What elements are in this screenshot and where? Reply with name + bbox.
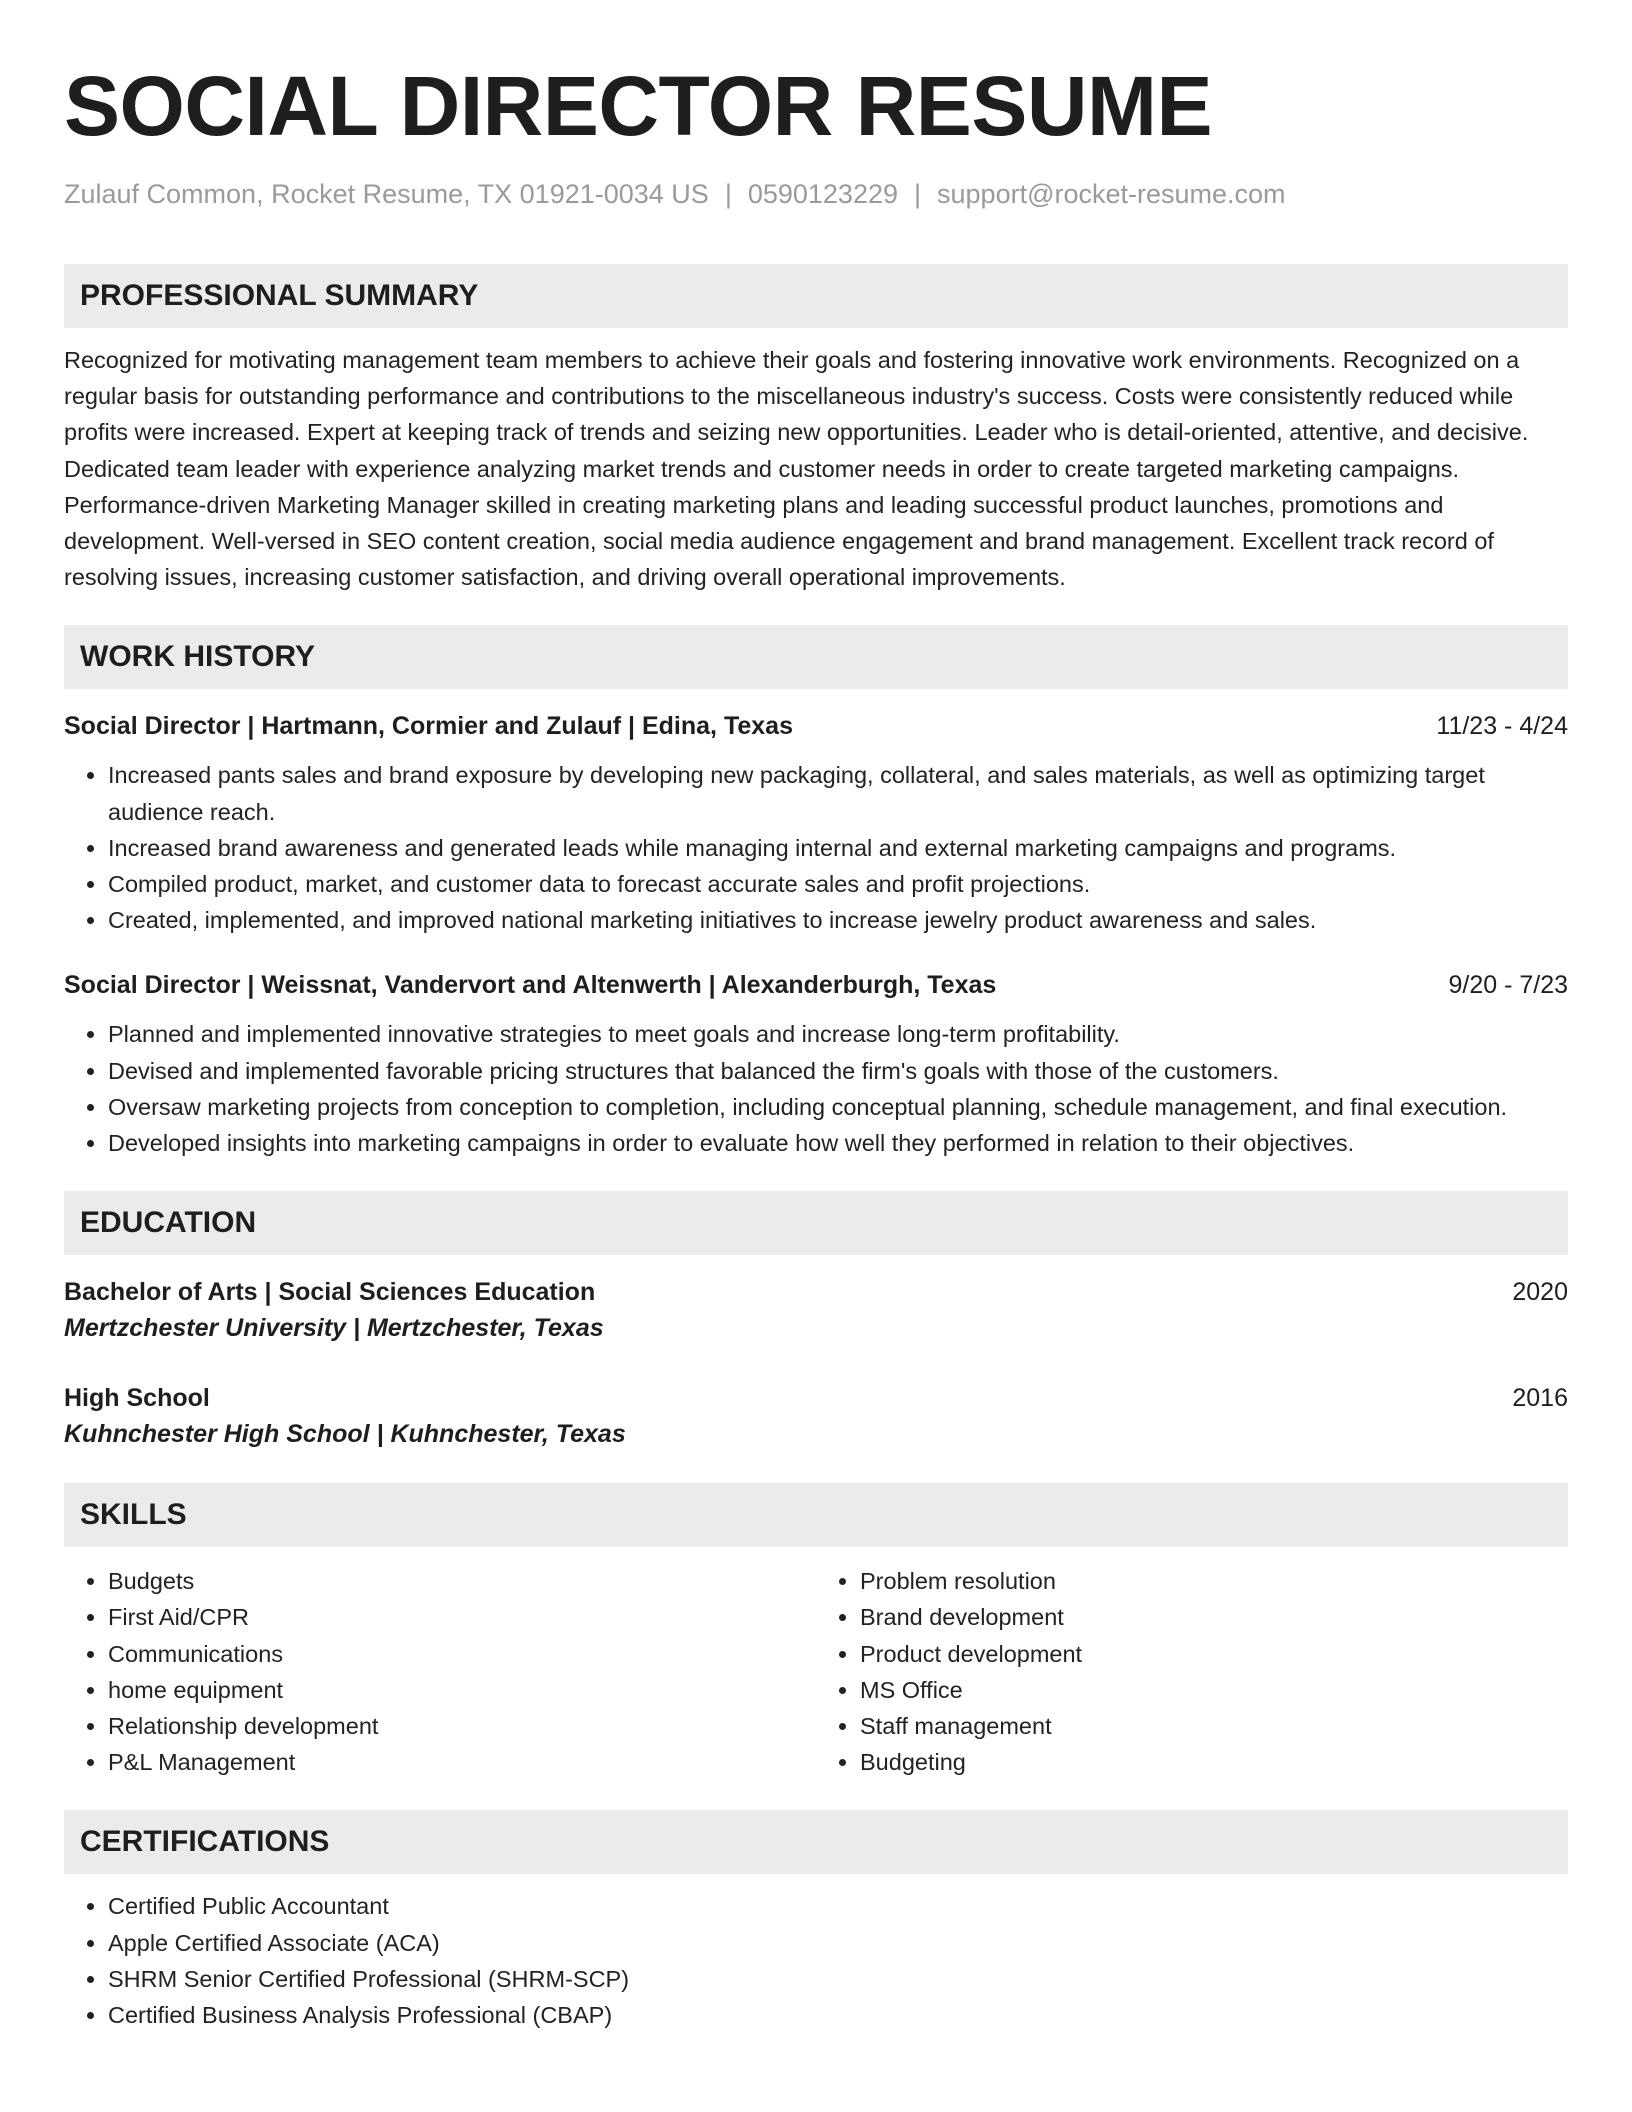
job-bullet: • Created, implemented, and improved national marketing initiatives to increase jewelry product awareness and sales.: [108, 902, 1568, 938]
section-header-work-history: WORK HISTORY: [64, 625, 1568, 689]
skills-column-right: [816, 1563, 1568, 1780]
education-degree: High School: [64, 1384, 210, 1413]
certification-item: • Certified Business Analysis Professional (CBAP): [108, 1997, 1568, 2033]
education-entry: [64, 1381, 1568, 1453]
skill-item: • First Aid/CPR: [108, 1599, 816, 1635]
skill-item: • Product development: [860, 1636, 1568, 1672]
job-dates: 11/23 - 4/24: [1436, 712, 1568, 741]
skill-item: • Communications: [108, 1636, 816, 1672]
skill-item: • Budgets: [108, 1563, 816, 1599]
skill-item: • P&L Management: [108, 1744, 816, 1780]
job-bullet: • Increased brand awareness and generated leads while managing internal and external marketing campaigns and programs.: [108, 830, 1568, 866]
job-bullet: • Devised and implemented favorable pricing structures that balanced the firm's goals with those of the customers.: [108, 1053, 1568, 1089]
education-entry: [64, 1275, 1568, 1347]
skill-item: • Brand development: [860, 1599, 1568, 1635]
contact-separator: |: [914, 179, 922, 209]
skill-item: • Staff management: [860, 1708, 1568, 1744]
contact-email: support@rocket-resume.com: [937, 179, 1286, 209]
contact-address: Zulauf Common, Rocket Resume, TX 01921-0034 US: [64, 179, 709, 209]
job-bullet: • Oversaw marketing projects from conception to completion, including conceptual planning, schedule management, and final execution.: [108, 1089, 1568, 1125]
job-entry: [64, 709, 1568, 938]
skill-item: • Problem resolution: [860, 1563, 1568, 1599]
job-header: [64, 709, 1568, 743]
job-bullet: • Planned and implemented innovative strategies to meet goals and increase long-term profitability.: [108, 1016, 1568, 1052]
section-header-skills: SKILLS: [64, 1483, 1568, 1547]
job-dates: 9/20 - 7/23: [1448, 971, 1568, 1000]
certification-item: • Apple Certified Associate (ACA): [108, 1925, 1568, 1961]
education-header: [64, 1275, 1568, 1309]
job-header: [64, 968, 1568, 1002]
skill-item: • MS Office: [860, 1672, 1568, 1708]
skill-item: • home equipment: [108, 1672, 816, 1708]
contact-phone: 0590123229: [747, 179, 898, 209]
job-bullet: • Developed insights into marketing campaigns in order to evaluate how well they performed in relation to their objectives.: [108, 1125, 1568, 1161]
resume-title: SOCIAL DIRECTOR RESUME: [64, 59, 1213, 153]
job-heading: Social Director | Hartmann, Cormier and Zulauf | Edina, Texas: [64, 712, 793, 741]
skill-item: • Budgeting: [860, 1744, 1568, 1780]
job-bullets: [64, 757, 1568, 938]
contact-line: [64, 176, 1568, 212]
job-bullet: • Compiled product, market, and customer data to forecast accurate sales and profit projections.: [108, 866, 1568, 902]
certifications-list: [64, 1888, 1568, 2033]
skills-grid: [64, 1563, 1568, 1780]
job-heading: Social Director | Weissnat, Vandervort and Altenwerth | Alexanderburgh, Texas: [64, 971, 997, 1000]
section-header-summary: PROFESSIONAL SUMMARY: [64, 264, 1568, 328]
summary-text: Recognized for motivating management team members to achieve their goals and fostering innovative work environments. Recognized on a regular basis for outstanding performance and contributions to the miscellaneous industry's success. Costs were consistently reduced while profits were increased. Expert at keeping track of trends and seizing new opportunities. Leader who is detail-oriented, attentive, and decisive. Dedicated team leader with experience analyzing market trends and customer needs in order to create targeted marketing campaigns. Performance-driven Marketing Manager skilled in creating marketing plans and leading successful product launches, promotions and development. Well-versed in SEO content creation, social media audience engagement and brand management. Excellent track record of resolving issues, increasing customer satisfaction, and driving overall operational improvements.: [64, 347, 1529, 591]
job-bullet: • Increased pants sales and brand exposure by developing new packaging, collateral, and sales materials, as well as optimizing target audience reach.: [108, 757, 1568, 829]
certification-item: • Certified Public Accountant: [108, 1888, 1568, 1924]
education-year: 2016: [1512, 1384, 1568, 1413]
education-school: Kuhnchester High School | Kuhnchester, Texas: [64, 1420, 626, 1449]
contact-separator: |: [724, 179, 732, 209]
job-bullets: [64, 1016, 1568, 1161]
skill-item: • Relationship development: [108, 1708, 816, 1744]
education-school: Mertzchester University | Mertzchester, Texas: [64, 1314, 604, 1343]
section-header-education: EDUCATION: [64, 1191, 1568, 1255]
education-header: [64, 1381, 1568, 1415]
education-year: 2020: [1512, 1278, 1568, 1307]
job-entry: [64, 968, 1568, 1161]
section-header-certifications: CERTIFICATIONS: [64, 1810, 1568, 1874]
education-degree: Bachelor of Arts | Social Sciences Education: [64, 1278, 596, 1307]
skills-column-left: [64, 1563, 816, 1780]
certification-item: • SHRM Senior Certified Professional (SHRM-SCP): [108, 1961, 1568, 1997]
